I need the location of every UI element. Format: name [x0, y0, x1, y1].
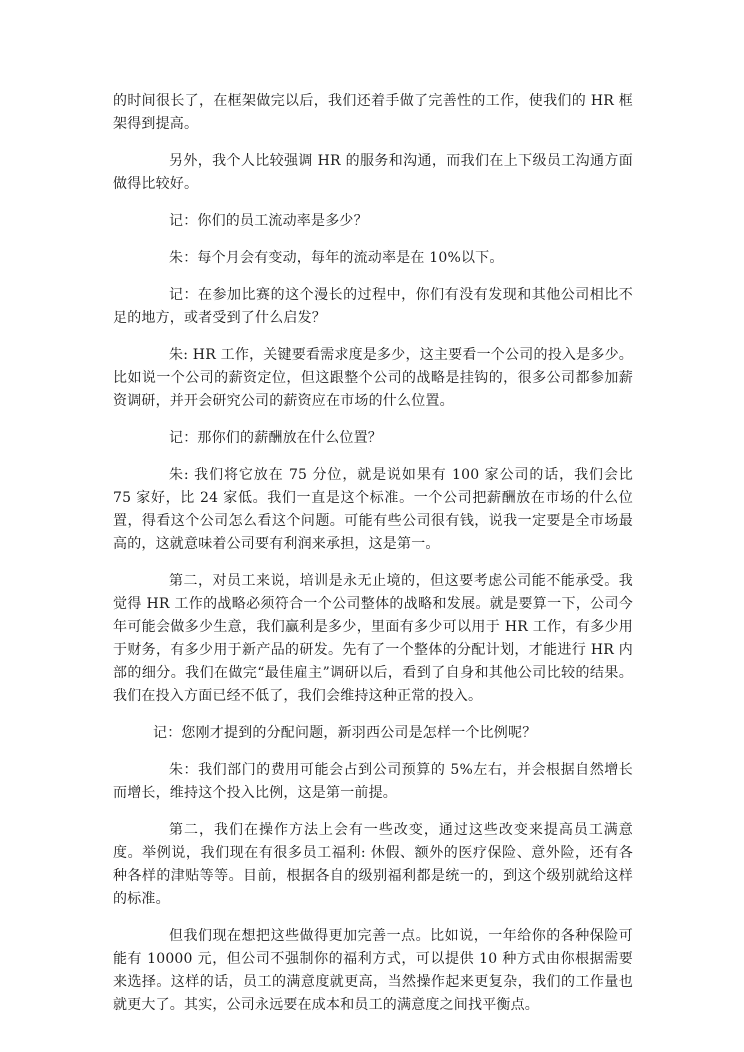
answer-shortcomings: 朱: HR 工作，关键要看需求度是多少，这主要看一个公司的投入是多少。比如说一个公司的薪资定位，但这跟整个公司的战略是挂钩的，很多公司都参加薪资调研，并开会研究公司的薪资应在市场的什么位置。	[113, 347, 633, 409]
question-allocation: 记：您刚才提到的分配问题，新羽西公司是怎样一个比例呢？	[153, 725, 537, 741]
answer-allocation: 朱：我们部门的费用可能会占到公司预算的 5%左右，并会根据自然增长而增长，维持这个投入比例，这是第一前提。	[113, 762, 633, 801]
paragraph-continuation: 的时间很长了，在框架做完以后，我们还着手做了完善性的工作，使我们的 HR 框架得到提高。	[113, 93, 633, 132]
question-shortcomings: 记：在参加比赛的这个漫长的过程中，你们有没有发现和其他公司相比不足的地方，或者受到了什么启发？	[113, 287, 633, 326]
paragraph-training: 第二，对员工来说，培训是永无止境的，但这要考虑公司能不能承受。我觉得 HR 工作的战略必须符合一个公司整体的战略和发展。就是要算一下，公司今年可能会做多少生意，我们赢利是多少，里面有多少可以用于 HR 工作，有多少用于财务，有多少用于新产品的研发。先有了一个整体的分配计划，才能进行 HR 内部的细分。我们在做完“最佳雇主”调研以后，看到了自身和其他公司比较的结果。我们在投入方面已经不低了，我们会维持这种正常的投入。	[113, 573, 633, 704]
answer-turnover: 朱：每个月会有变动，每年的流动率是在 10%以下。	[169, 250, 504, 266]
paragraph-flexible-benefits: 但我们现在想把这些做得更加完善一点。比如说，一年给你的各种保险可能有 10000 元，但公司不强制你的福利方式，可以提供 10 种方式由你根据需要来选择。这样的话，员工的满意度就更高，当然操作起来更复杂，我们的工作量也就更大了。其实，公司永远要在成本和员工的满意度之间找平衡点。	[113, 928, 633, 1013]
answer-salary-position: 朱: 我们将它放在 75 分位，就是说如果有 100 家公司的话，我们会比 75 家好，比 24 家低。我们一直是这个标准。一个公司把薪酬放在市场的什么位置，得看这个公司怎么看这个问题。可能有些公司很有钱，说我一定要是全市场最高的，这就意味着公司要有利润来承担，这是第一。	[113, 467, 633, 552]
paragraph-benefits: 第二，我们在操作方法上会有一些改变，通过这些改变来提高员工满意度。举例说，我们现在有很多员工福利: 休假、额外的医疗保险、意外险，还有各种各样的津贴等等。目前，根据各自的级别福利都是统一的，到这个级别就给这样的标准。	[113, 822, 633, 907]
document-page	[113, 90, 633, 1031]
paragraph-hr-service: 另外，我个人比较强调 HR 的服务和沟通，而我们在上下级员工沟通方面做得比较好。	[113, 153, 633, 192]
question-salary-position: 记：那你们的薪酬放在什么位置？	[169, 430, 382, 446]
question-turnover: 记：你们的员工流动率是多少？	[169, 213, 368, 229]
